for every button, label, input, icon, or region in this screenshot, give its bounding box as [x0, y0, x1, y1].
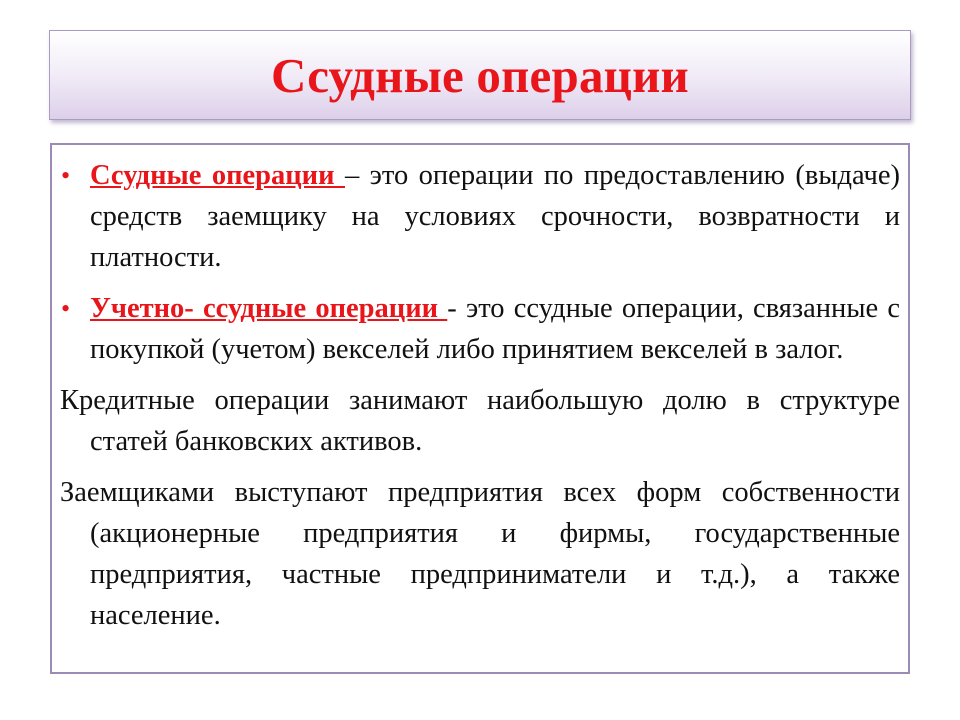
bullet-text-1: – это операции по предоставлению (выдаче) средств заемщику на условиях срочности, возвратности и платности. [90, 160, 900, 273]
term-ssudnye-operacii: Ссудные операции [90, 160, 345, 191]
bullet-dot-icon: • [61, 294, 71, 323]
title-banner [49, 30, 911, 120]
paragraph-credit-operations: Кредитные операции занимают наибольшую долю в структуре статей банковских активов. [60, 385, 900, 457]
paragraph-borrowers: Заемщиками выступают предприятия всех форм собственности (акционерные предприятия и фирмы, государственные предприятия, частные предприниматели и т.д.), а также население. [60, 477, 900, 631]
bullet-item-2 [60, 288, 900, 370]
bullet-dot-icon: • [61, 161, 71, 190]
content-frame [50, 143, 910, 674]
bullet-item-1 [60, 155, 900, 278]
term-uchetno-ssudnye: Учетно- ссудные операции [90, 293, 448, 324]
page-title: Ссудные операции [271, 47, 689, 103]
bullet-text-2: - это ссудные операции, связанные с покупкой (учетом) векселей либо принятием векселей в залог. [90, 293, 900, 365]
